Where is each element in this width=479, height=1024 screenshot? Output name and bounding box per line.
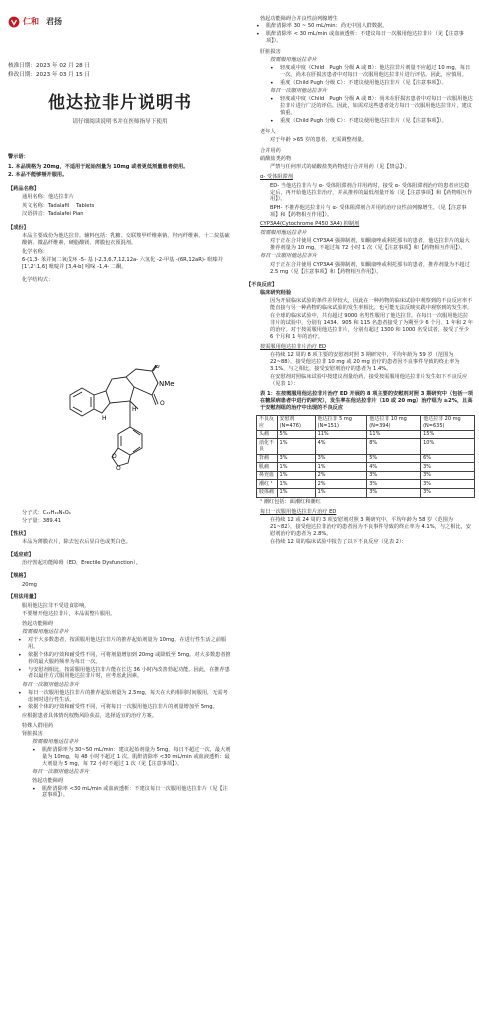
table-cell: 1% — [277, 439, 315, 454]
spec-heading: 【规格】 — [8, 573, 29, 580]
generic-name: 通用名称：他达拉非片 — [22, 194, 74, 201]
table-header-cell: 他达拉非 5 mg (N=151) — [315, 415, 367, 430]
ed-ondemand-heading: 按需服用他达拉非片治疗 ED — [260, 343, 326, 350]
renal-ondemand-item: • 肌酐清除率为 30~50 mL/min：建议起始剂量为 5mg，每日不超过一次，最大剂量为 10mg，每 48 小时不超过 1 次。肌酐清除率 <30 mL/min 或血液透析：最大剂量为 5 mg，每 72 小时不超过 1 次（见【注意事项】）。 — [8, 747, 232, 768]
brand-name-junyang: 君扬 — [46, 16, 62, 26]
daily-heading: 每日一次服用他达拉非片 — [22, 681, 80, 688]
bph-item: • 肌酐清除率 30 ~ 50 mL/min：尚无中国人群数据。 — [246, 23, 473, 30]
approval-dates — [8, 62, 90, 79]
chem-name-label: 化学名称： — [22, 248, 48, 255]
warning-item: 1. 本品规格为 20mg，不适用于起始剂量为 10mg 或者更低剂量患者使用。 — [8, 163, 189, 170]
alpha-bph-text: BPH- 不推荐他达拉非片与 α- 受体阻滞剂合并用药治疗良性前列腺增生。（见【注意事项】和【药物相互作用】）。 — [270, 204, 467, 218]
pinyin-name: 汉语拼音：Tadalafei Pian — [22, 211, 84, 218]
daily-item: • 每日一次服用他达拉非片的推荐起始剂量为 2.5mg，每天在大约相同时间服用，无需考虑何时进行性生活。 — [8, 690, 232, 704]
hep-daily-item: • 重度（Child Pugh 分级 C）：不建议使用他达拉非片（见【注意事项】）。 — [246, 118, 473, 125]
table-cell: 消化不良 — [257, 439, 278, 454]
table-cell: 4% — [315, 439, 367, 454]
adverse-heading: 【不良反应】 — [246, 281, 278, 288]
table-cell: 1% — [315, 488, 367, 497]
ondemand-item: • 依据个体的疗效和耐受性不同，可将剂量增加到 20mg 或降低至 5mg。对大多数患者推荐的最大服药频率为每日一次。 — [8, 652, 232, 666]
cyp-ondemand-heading: 按需服用他达拉非片 — [260, 229, 307, 236]
renal-daily-heading: 每日一次服用他达拉非片 — [32, 769, 90, 776]
table-row — [257, 488, 475, 497]
table-footnote: ¹ 潮红包括：面潮红和潮红 — [260, 499, 321, 506]
table-row — [257, 471, 475, 480]
alpha-ed-text: ED- 当他达拉非片与 α- 受体阻滞剂合并用药时，接受 α- 受体阻滞剂治疗的患者应达稳定后，再开始他达拉非治疗，并从推荐的最低剂量开始（见【注意事项】和【药物相互作用】）。 — [270, 182, 473, 203]
table-cell: 10% — [421, 439, 475, 454]
renhe-logo-icon — [8, 16, 20, 28]
formula-label: 分子式： — [22, 509, 43, 516]
nitrates-heading: 硝酸盐类药物 — [260, 156, 292, 163]
mw-value: 389.41 — [42, 517, 61, 524]
table-cell: 6% — [421, 454, 475, 463]
approval-date: 核准日期：2023 年 02 月 28 日 — [8, 63, 91, 69]
daily-item: • 依据个体的疗效和耐受性不同，可将每日一次服用他达拉非片的剂量增加至 5mg。 — [8, 704, 232, 711]
renal-daily-item: • 肌酐清除率 <30 mL/min 或血液透析：不建议每日一次服用他达拉非片（见【注意事项】）。 — [8, 786, 232, 800]
elderly-text: 对于年龄 >65 岁的患者，无需调整剂量。 — [270, 136, 368, 143]
left-lower-block — [8, 508, 232, 799]
table-cell: 5% — [367, 454, 421, 463]
mw-label: 分子量： — [22, 517, 43, 524]
table-cell: 3% — [367, 480, 421, 489]
table-header-cell: 他达拉非 20 mg (N=635) — [421, 415, 475, 430]
table-cell: 4% — [367, 463, 421, 472]
table-cell: 8% — [367, 439, 421, 454]
table-cell: 11% — [367, 430, 421, 439]
cyp3a4-heading: CYP3A4(Cytochrome P450 3A4) 抑制剂 — [260, 221, 360, 228]
table-header-cell: 他达拉非 10 mg (N=394) — [367, 415, 421, 430]
formula-value: C₂₂H₁₉N₃O₄ — [42, 509, 71, 516]
table-header-row — [257, 415, 475, 430]
table-cell: 2% — [315, 471, 367, 480]
table-row — [257, 480, 475, 489]
table-caption: 表 1：在按需服用他达拉非片治疗 ED 开展的 8 项主要的安慰剂对照 3 期研究中（包括一项在糖尿病患者中进行的研究），发生率在他达拉非片（10 或 20 mg）治疗组为 ≥2%，且高于安慰剂组的治疗中出现的不良反应 — [260, 391, 473, 411]
table-cell: 肢体痛 — [257, 488, 278, 497]
table-cell: 背痛 — [257, 454, 278, 463]
character-text: 本品为薄膜衣片，除去包衣后显白色或类白色。 — [22, 539, 131, 546]
name-heading: 【药品名称】 — [8, 186, 40, 193]
structure-h-label: H — [132, 406, 137, 413]
table-row — [257, 430, 475, 439]
table-row — [257, 439, 475, 454]
table-cell: 5% — [277, 430, 315, 439]
elderly-heading: 老年人 — [260, 128, 276, 135]
table-cell: 1% — [277, 488, 315, 497]
table-cell: 1% — [315, 463, 367, 472]
brand-name-renhe: 仁和 — [23, 16, 39, 26]
right-column — [246, 14, 473, 546]
hep-ondemand-heading: 按需服用他达拉非片 — [270, 57, 317, 64]
left-upper-block — [8, 150, 232, 284]
ondemand-item: • 与安慰剂相比，按需服用他达拉非片能在长达 36 小时内改善勃起功能。因此，在推荐患者以最佳方式服用他达拉非片时，应考虑此因素。 — [8, 667, 232, 681]
trial-paragraph: 在全球的临床试验中，共有超过 9000 名男性服用了他达拉非。在每日一次服用他达拉非片的试验中，分别有 1434、905 和 115 名患者接受了为期至少 6 个月、1 年和 2 年的治疗。对于按需服用他达拉非片，分别有超过 1300 和 1000 名受试者，接受了至少 6 个月和 1 年的治疗。 — [270, 313, 473, 341]
table-cell: 鼻充血 — [257, 471, 278, 480]
cyp-daily-heading: 每日一次服用他达拉非片 — [260, 253, 318, 260]
table-cell: 3% — [315, 454, 367, 463]
indication-text: 治疗勃起功能障碍（ED，Erectile Dysfunction）。 — [22, 560, 141, 567]
trial-paragraph: 因为开展临床试验的条件差异较大，因此在一种药物的临床试验中观察到的不良反应率不能直接与另一种药物的临床试验的发生率相比，也可能无法反映实践中观察到的发生率。 — [270, 298, 473, 312]
revision-date: 修改日期：2023 年 03 月 15 日 — [8, 71, 91, 78]
table-cell: 3% — [421, 463, 475, 472]
daily-note: 应根据患者具体情况权衡风险获益，选择适宜的治疗方案。 — [22, 712, 157, 719]
document-subtitle: 请仔细阅读说明书并在医师指导下使用 — [72, 119, 168, 125]
table-cell: 1% — [277, 463, 315, 472]
hep-ondemand-item: • 轻度或中度（Child Pugh 分级 A 或 B）：他达拉非片剂量不应超过 10 mg，每日一次。尚未在肝损害患者中对每日一次服用他达拉非片进行评估。因此，应慎用。 — [246, 65, 473, 79]
ed-daily-paragraph: 在持续 12 或 24 周的 3 项安慰剂对照 3 期研究中，平均年龄为 58 岁（范围为 21~82），接受他达拉非治疗的患者因为不良事件导致的终止率为 4.1%，与之相比，安慰剂治疗的患者为 2.8%。 — [270, 517, 471, 537]
table-cell: 3% — [277, 454, 315, 463]
mw-line — [8, 518, 232, 525]
indication-heading: 【适应症】 — [8, 551, 34, 558]
warning-item: 2. 本品不能够掰开服用。 — [8, 172, 68, 179]
bph-item: • 肌酐清除率 < 30 mL/min 或血液透析：不建议每日一次服用他达拉非片（见【注意事项】）。 — [246, 31, 473, 45]
composition-heading: 【成份】 — [8, 225, 29, 232]
hep-daily-item: • 轻度或中度（Child Pugh 分级 A 或 B）：尚未在肝损害患者中对每日一次服用他达拉非片进行广泛的评估。因此，如需对这些患者处方每日一次服用他达拉非片，建议慎重。 — [246, 96, 473, 117]
table-cell: 3% — [367, 488, 421, 497]
spec-text: 20mg — [22, 581, 37, 588]
renal-daily-subheading: 勃起功能障碍 — [32, 777, 64, 784]
alpha-blocker-heading: α- 受体阻滞剂 — [260, 174, 293, 181]
concomitant-heading: 合并用药 — [260, 147, 281, 154]
document-title: 他达拉非片说明书 — [48, 93, 192, 113]
table-header-cell: 安慰剂 (N=476) — [277, 415, 315, 430]
table-cell: 潮红 ¹ — [257, 480, 278, 489]
ed-ondemand-paragraph: 在持续 12 周的 8 项主要的安慰剂对照 3 期研究中，平均年龄为 59 岁（范围为 22~88），接受他达拉非 10 mg 或 20 mg 治疗的患者因不良事件导致的终止率为 3.1%，与之相比，接受安慰剂治疗的患者为 1.4%。 — [270, 352, 460, 372]
table-row — [257, 463, 475, 472]
table-cell: 15% — [421, 430, 475, 439]
formula-line — [8, 510, 232, 517]
structure-o-label: O — [160, 400, 165, 407]
table-cell: 2% — [315, 480, 367, 489]
structure-nme-label: NMe — [159, 380, 175, 388]
chemical-structure-diagram — [60, 365, 200, 515]
table-header-cell: 不良反应 — [257, 415, 278, 430]
structure-nh-label: H — [102, 415, 107, 422]
structure-label: 化学结构式： — [22, 276, 54, 283]
dosage-heading: 【用法用量】 — [8, 594, 40, 601]
table-cell: 3% — [421, 471, 475, 480]
table-cell: 头痛 — [257, 430, 278, 439]
table-row — [257, 454, 475, 463]
cyp-ondemand-text: 对于正在合并使用 CYP3A4 强抑制剂，如酮康唑或利托那韦的患者，他达拉非片的最大推荐剂量为 10 mg，不超过每 72 小时 1 次（见【注意事项】和【药物相互作用】）。 — [270, 238, 470, 252]
chem-name-text: 6-(1,3- 苯并间二氧戊环 -5- 基 )-2,3,6,7,12,12a- 六氢化 -2-甲基 -(6R,12aR)- 吡嗪并 [1',2':1,6] 吡啶并 [3,4-b] 吲哚 -1,4- 二酮。 — [22, 256, 223, 270]
hepatic-heading: 肝脏损害 — [260, 48, 281, 55]
special-population-heading: 特殊人群用药 — [22, 722, 54, 729]
dosage-line: 服用他达拉非不受进食影响。 — [22, 602, 90, 609]
table-cell: 11% — [315, 430, 367, 439]
table-cell: 1% — [277, 471, 315, 480]
table-cell: 3% — [367, 471, 421, 480]
adverse-reactions-table — [256, 415, 475, 498]
renal-ondemand-heading: 按需服用他达拉非片 — [32, 739, 79, 746]
nitrates-text: 严禁与任何形式的硝酸盐类药物进行合并用药（见【禁忌】）。 — [270, 164, 411, 171]
ondemand-heading: 按需服用他达拉非片 — [22, 629, 69, 636]
warning-heading: 警示语： — [8, 154, 29, 160]
brand-header — [8, 16, 62, 28]
ed-daily-paragraph: 在持续 12 周的临床试验中报告了以下不良反应（见表 2）： — [270, 539, 407, 546]
ed-heading: 勃起功能障碍 — [22, 620, 54, 627]
composition-text: 本品主要成份为他达拉非。辅料包括：乳糖、交联羧甲纤维素钠、羟丙纤维素、十二烷基硫酸钠、微晶纤维素、硬脂酸镁、薄膜包衣预混剂。 — [22, 233, 230, 247]
trial-heading: 临床研究经验 — [260, 289, 292, 296]
structure-o-label: O — [112, 453, 117, 460]
dosage-line: 不要掰开他达拉非片，本品需整片服用。 — [22, 611, 116, 618]
hep-ondemand-item: • 重度（Child Pugh 分级 C）：不建议使用他达拉非片（见【注意事项】）。 — [246, 80, 473, 87]
table-cell: 3% — [421, 480, 475, 489]
ondemand-item: • 对于大多数患者，按需服用他达拉非片的推荐起始剂量为 10mg，在进行性生活之前服用。 — [8, 637, 232, 651]
renal-heading: 肾脏损害 — [22, 730, 43, 737]
ed-daily-heading: 每日一次服用他达拉非片治疗 ED — [260, 508, 337, 515]
structure-o-label: O — [155, 365, 160, 370]
ed-ondemand-paragraph: 在安慰剂对照临床试验中按建议剂量给药，接受按需服用他达拉非片发生如下不良反应（见表 1）： — [270, 374, 468, 388]
english-name: 英文名称：Tadalafil Tablets — [22, 202, 95, 209]
table-cell: 3% — [421, 488, 475, 497]
table-cell: 1% — [277, 480, 315, 489]
character-heading: 【性状】 — [8, 530, 29, 537]
hep-daily-heading: 每日一次服用他达拉非片 — [270, 88, 328, 95]
cyp-daily-text: 对于正在合并使用 CYP3A4 强抑制剂，如酮康唑或利托那韦的患者，推荐剂量为不超过 2.5 mg（见【注意事项】和【药物相互作用】）。 — [270, 261, 470, 275]
table-cell: 肌痛 — [257, 463, 278, 472]
structure-o-label: O — [116, 465, 121, 472]
bph-heading: 勃起功能障碍合并良性前列腺增生 — [260, 15, 338, 22]
